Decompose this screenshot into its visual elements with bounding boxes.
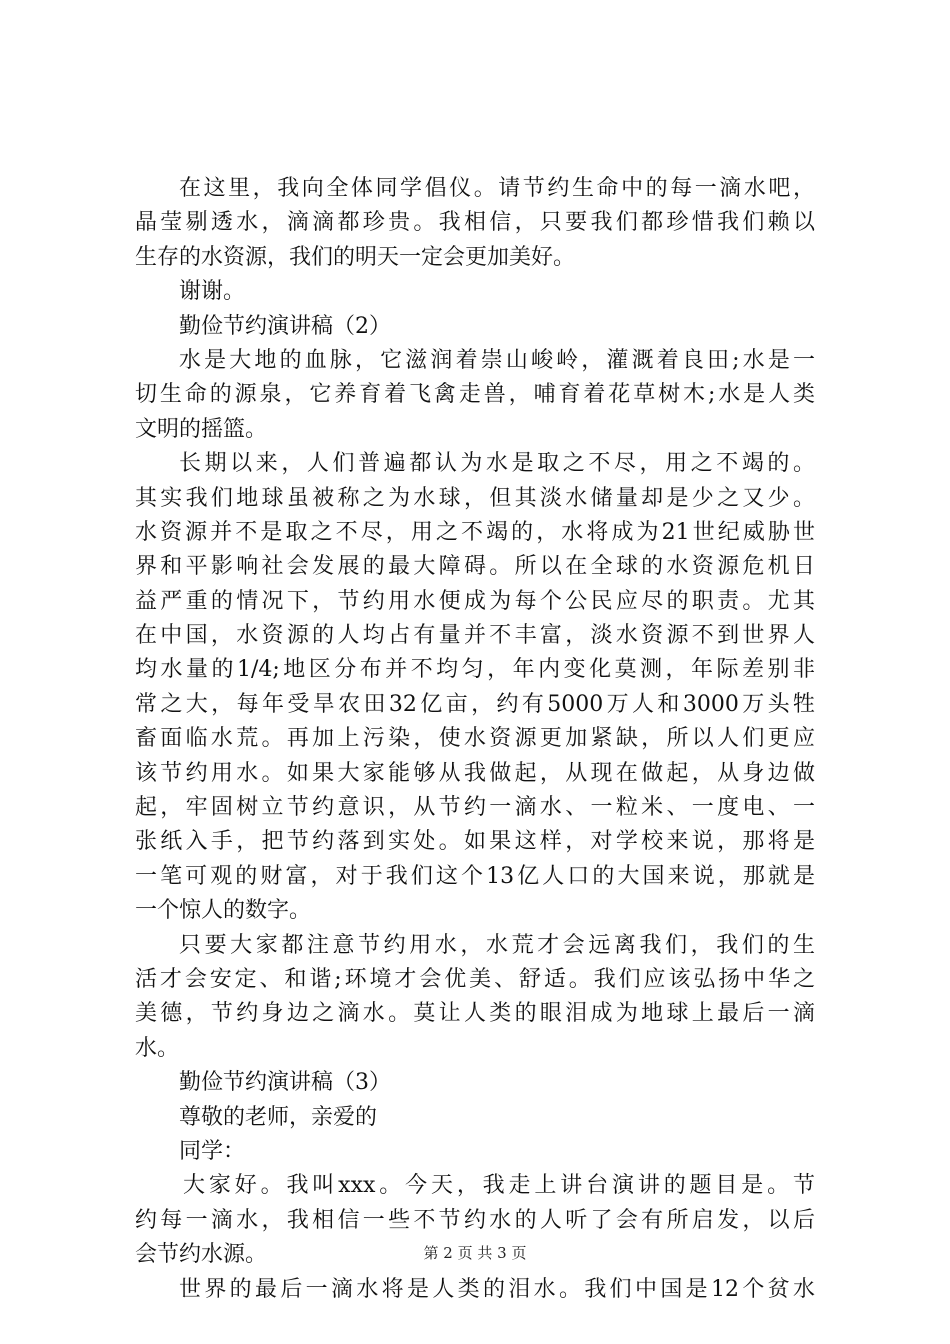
text-line: 水。 xyxy=(135,1035,180,1061)
text-line: 勤俭节约演讲稿（2） xyxy=(179,313,391,339)
text-line: 界和平影响社会发展的最大障碍。所以在全球的水资源危机日 xyxy=(135,554,815,580)
text-line: 约每一滴水，我相信一些不节约水的人听了会有所启发，以后 xyxy=(135,1207,815,1233)
text-line: 生存的水资源，我们的明天一定会更加美好。 xyxy=(135,244,576,270)
page-footer: 第 2 页 共 3 页 xyxy=(423,1244,527,1262)
document-body xyxy=(135,172,815,1307)
text-line: 切生命的源泉，它养育着飞禽走兽，哺育着花草树木;水是人类 xyxy=(135,382,815,408)
text-line: 同学： xyxy=(179,1138,246,1164)
text-line: 常之大，每年受旱农田32亿亩，约有5000万人和3000万头牲 xyxy=(135,691,815,717)
text-line: 长期以来，人们普遍都认为水是取之不尽，用之不竭的。 xyxy=(179,451,815,477)
text-line: 一个惊人的数字。 xyxy=(135,898,312,924)
text-line: 活才会安定、和谐;环境才会优美、舒适。我们应该弘扬中华之 xyxy=(135,966,815,992)
text-line: 起，牢固树立节约意识，从节约一滴水、一粒米、一度电、一 xyxy=(135,795,815,821)
text-line: 会节约水源。 xyxy=(135,1242,268,1268)
text-line: 畜面临水荒。再加上污染，使水资源更加紧缺，所以人们更应 xyxy=(135,726,815,752)
text-line: 益严重的情况下，节约用水便成为每个公民应尽的职责。尤其 xyxy=(135,588,815,614)
text-line: 尊敬的老师，亲爱的 xyxy=(179,1104,378,1130)
text-line: 文明的摇篮。 xyxy=(135,416,268,442)
text-line: 一笔可观的财富，对于我们这个13亿人口的大国来说，那就是 xyxy=(135,863,815,889)
text-line: 世界的最后一滴水将是人类的泪水。我们中国是12个贫水 xyxy=(179,1276,815,1302)
text-line: 谢谢。 xyxy=(179,279,246,305)
text-line: 美德，节约身边之滴水。莫让人类的眼泪成为地球上最后一滴 xyxy=(135,1001,815,1027)
text-line: 在中国，水资源的人均占有量并不丰富，淡水资源不到世界人 xyxy=(135,623,815,649)
text-line: 该节约用水。如果大家能够从我做起，从现在做起，从身边做 xyxy=(135,760,815,786)
text-line: 水资源并不是取之不尽，用之不竭的，水将成为21世纪威胁世 xyxy=(135,519,815,545)
text-line: 晶莹剔透水，滴滴都珍贵。我相信，只要我们都珍惜我们赖以 xyxy=(135,210,815,236)
text-line: 大家好。我叫xxx。今天，我走上讲台演讲的题目是。节 xyxy=(183,1173,815,1199)
text-line: 在这里，我向全体同学倡仪。请节约生命中的每一滴水吧， xyxy=(179,176,815,201)
text-line: 勤俭节约演讲稿（3） xyxy=(179,1070,391,1096)
text-line: 只要大家都注意节约用水，水荒才会远离我们，我们的生 xyxy=(179,932,815,958)
text-line: 均水量的1/4;地区分布并不均匀，年内变化莫测，年际差别非 xyxy=(135,657,815,683)
text-line: 其实我们地球虽被称之为水球，但其淡水储量却是少之又少。 xyxy=(135,485,815,511)
text-line: 张纸入手，把节约落到实处。如果这样，对学校来说，那将是 xyxy=(135,829,815,855)
text-line: 水是大地的血脉，它滋润着崇山峻岭，灌溉着良田;水是一 xyxy=(179,347,815,373)
